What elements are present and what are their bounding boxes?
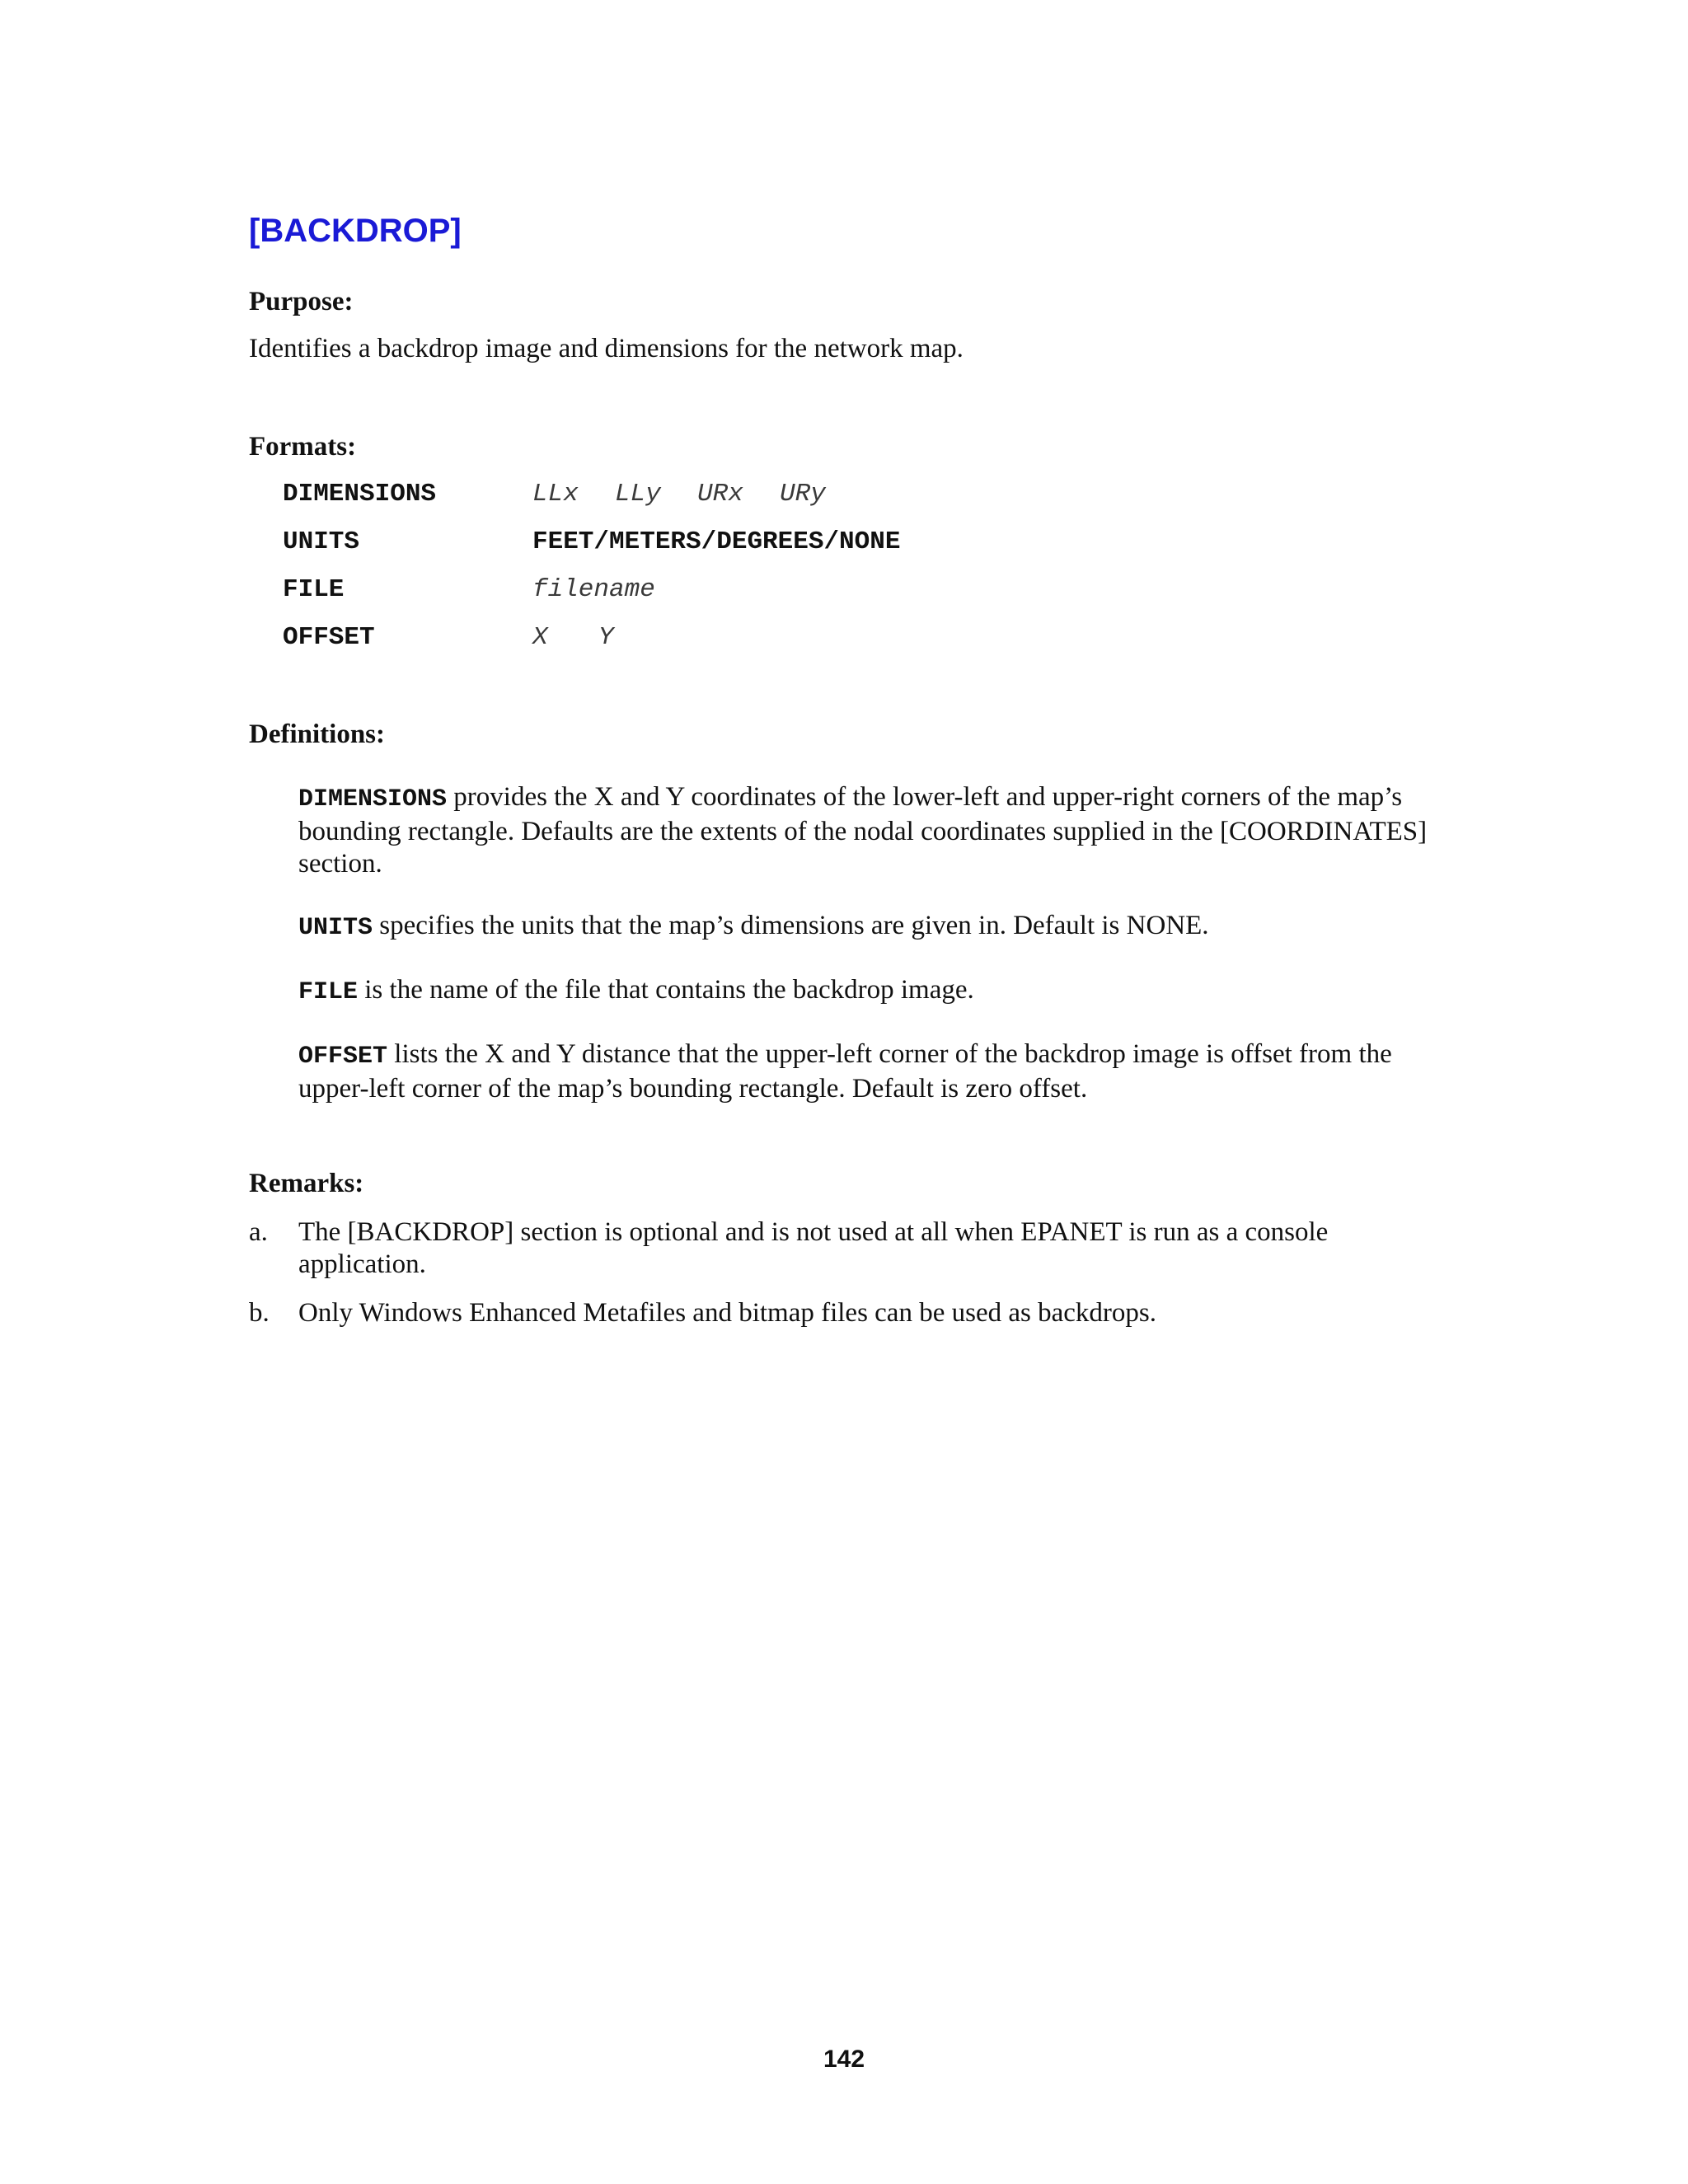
definition-file — [298, 974, 1452, 1009]
purpose-text: Identifies a backdrop image and dimensions for the network map. — [249, 334, 964, 363]
format-keyword-units: UNITS — [283, 527, 360, 556]
format-arg-x: X — [532, 623, 548, 652]
purpose-heading: Purpose: — [249, 287, 354, 316]
definition-dimensions — [298, 781, 1452, 880]
definition-text: provides the X and Y coordinates of the lower-left and upper-right corners of the map’s bounding rectangle. Defaults are the extents of the nodal coordinates supplied in the [COORDINATES] section. — [298, 782, 1428, 879]
remark-label: b. — [249, 1298, 270, 1328]
definition-text: is the name of the file that contains the backdrop image. — [358, 975, 974, 1005]
definitions-heading: Definitions: — [249, 719, 385, 749]
definition-offset — [298, 1038, 1452, 1105]
format-arg-llx: LLx — [532, 480, 579, 509]
definition-text: lists the X and Y distance that the upper-left corner of the backdrop image is offset from the upper-left corner of the map’s bounding rectangle. Default is zero offset. — [298, 1039, 1392, 1104]
format-arg-y: Y — [598, 623, 614, 652]
page-number: 142 — [823, 2046, 865, 2073]
format-arg-filename: filename — [532, 575, 655, 604]
format-keyword-file: FILE — [283, 575, 345, 604]
remark-text: Only Windows Enhanced Metafiles and bitmap files can be used as backdrops. — [298, 1298, 1156, 1328]
format-arg-urx: URx — [697, 480, 743, 509]
definition-keyword: OFFSET — [298, 1043, 388, 1071]
definition-keyword: FILE — [298, 978, 359, 1006]
format-arg-ury: URy — [780, 480, 826, 509]
remarks-heading: Remarks: — [249, 1169, 364, 1198]
remark-text: The [BACKDROP] section is optional and is not used at all when EPANET is run as a console application. — [298, 1217, 1329, 1279]
format-keyword-offset: OFFSET — [283, 623, 375, 652]
definition-text: specifies the units that the map’s dimensions are given in. Default is NONE. — [373, 911, 1209, 940]
definition-keyword: DIMENSIONS — [298, 785, 448, 813]
format-value-units: FEET/METERS/DEGREES/NONE — [532, 527, 901, 556]
remark-label: a. — [249, 1217, 268, 1247]
format-arg-lly: LLy — [615, 480, 661, 509]
format-keyword-dimensions: DIMENSIONS — [283, 480, 437, 509]
formats-heading: Formats: — [249, 432, 357, 462]
definition-units — [298, 910, 1452, 944]
page-title: [BACKDROP] — [249, 213, 462, 249]
definition-keyword: UNITS — [298, 914, 373, 942]
